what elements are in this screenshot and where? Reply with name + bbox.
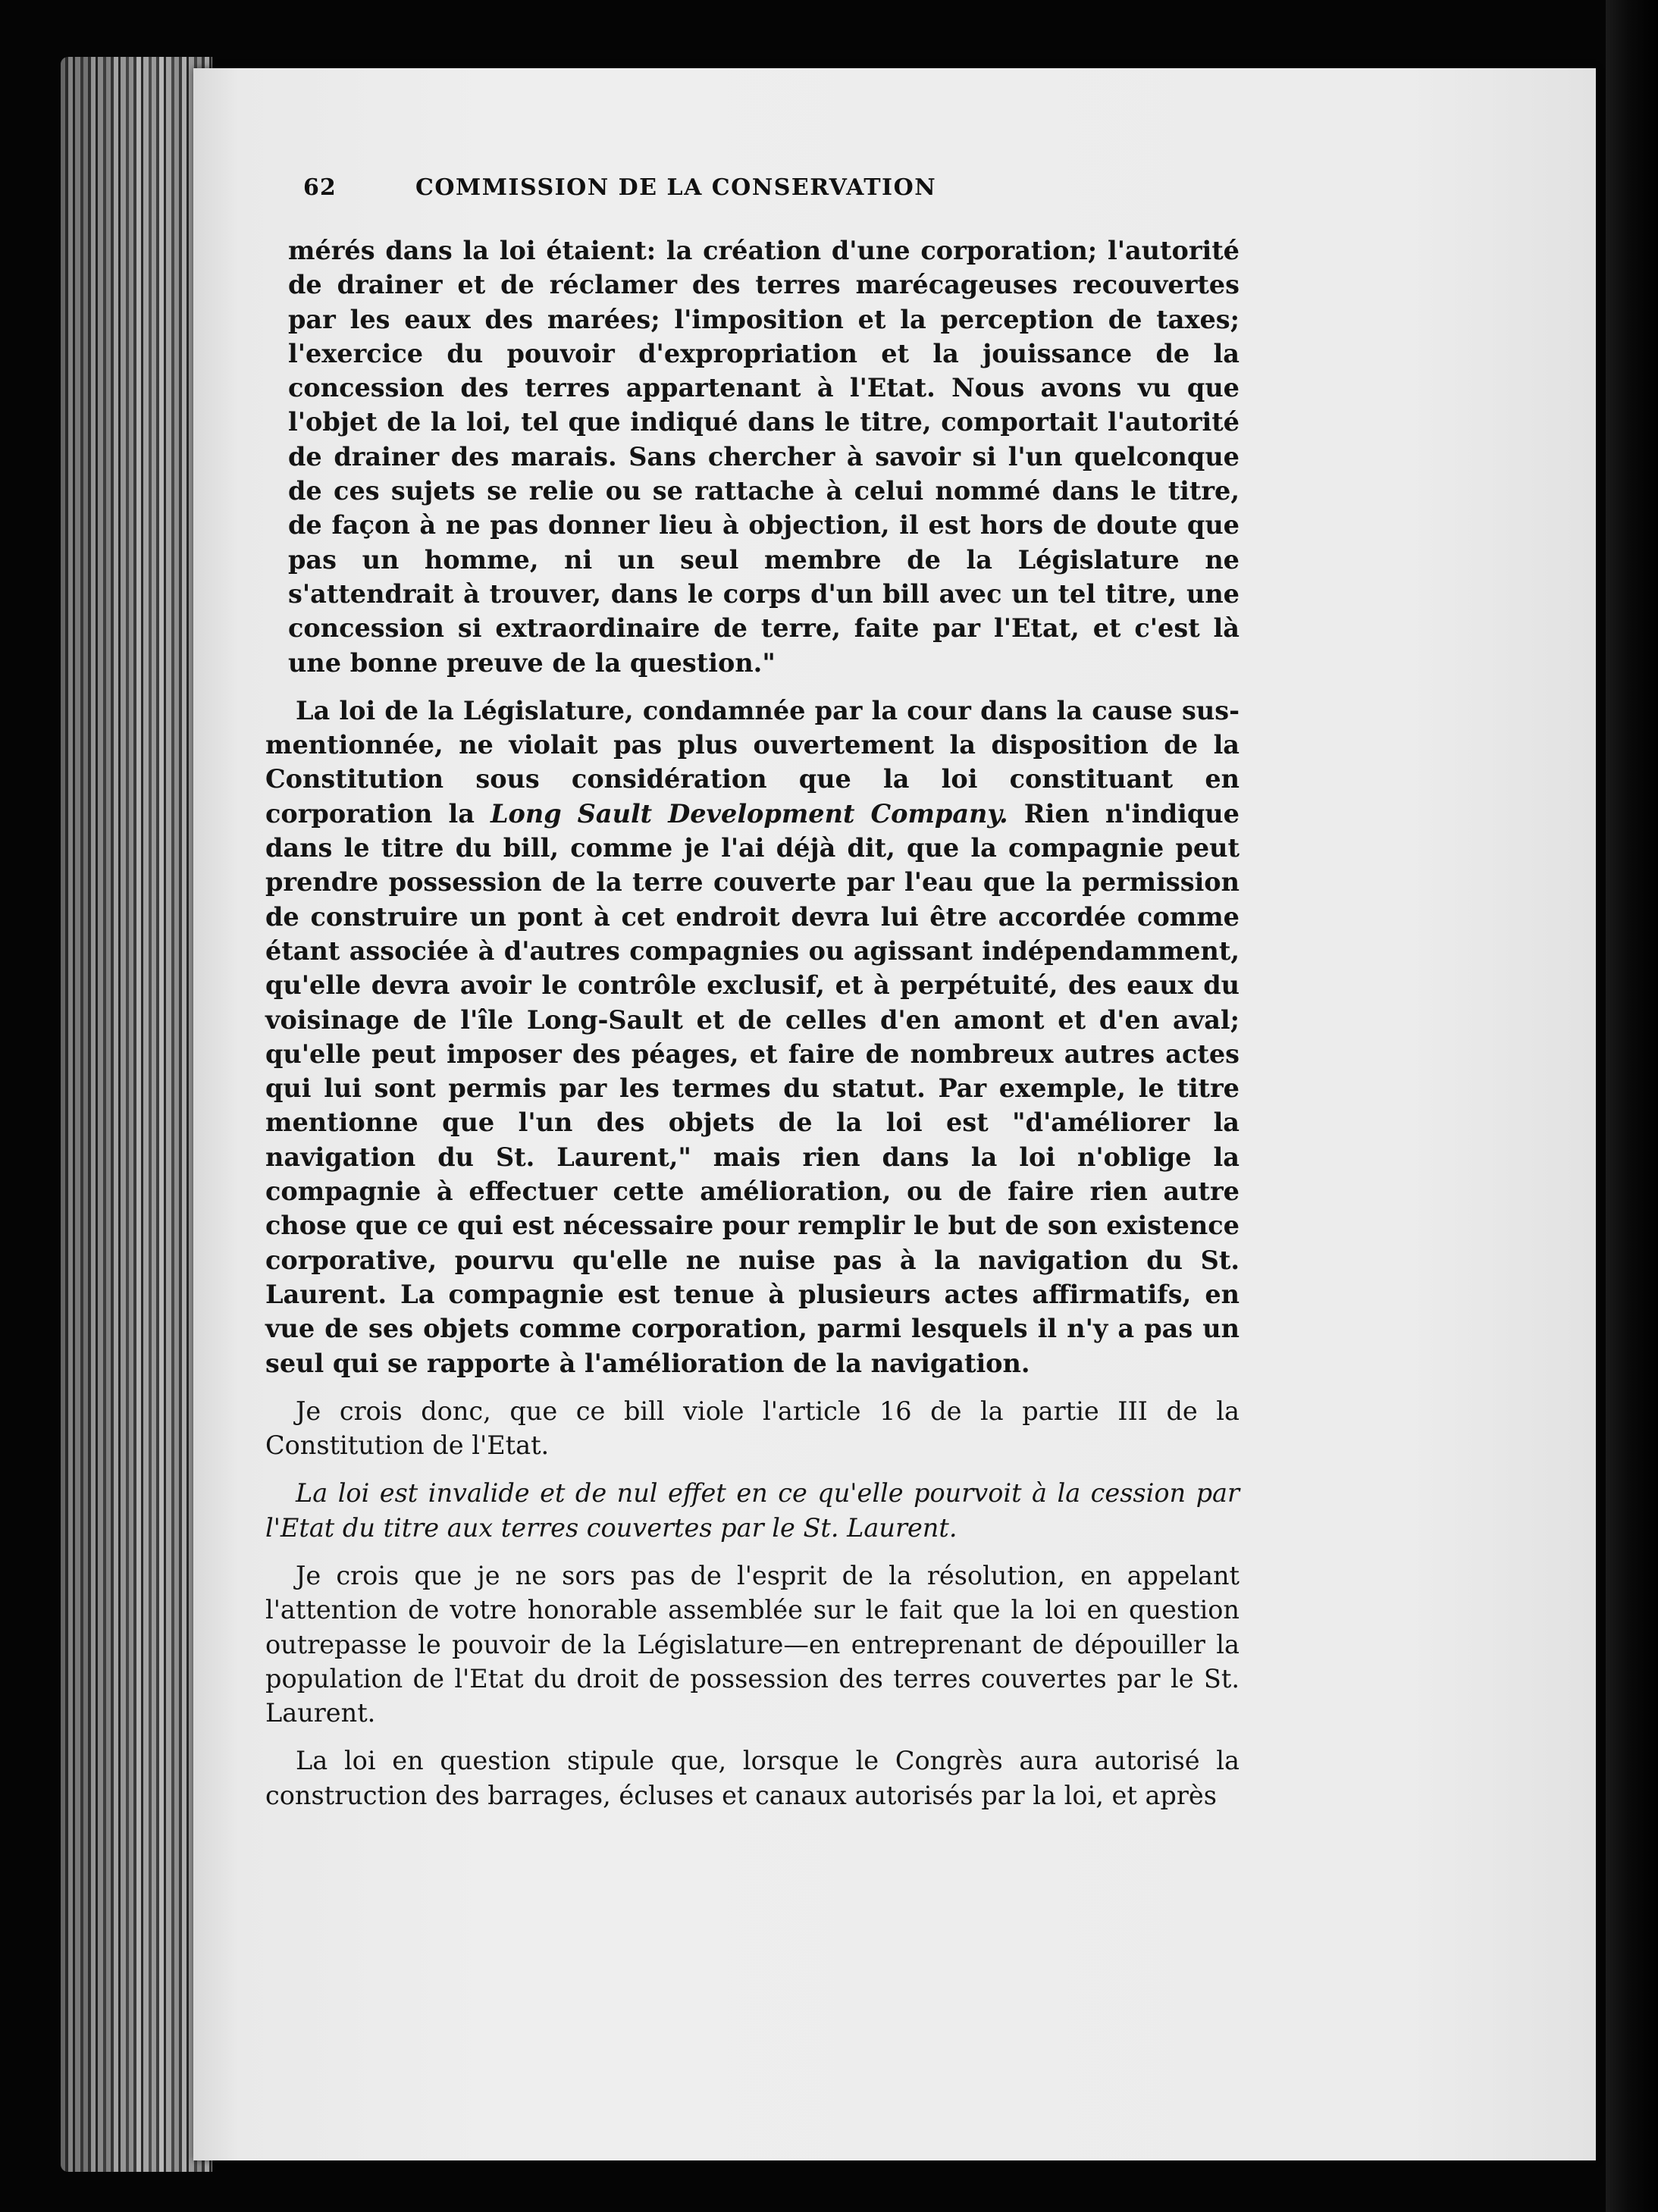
paragraph-stipulation: La loi en question stipule que, lorsque le Congrès aura autorisé la construction des barrages, écluses et canaux autorisés par la loi, et après bbox=[265, 1746, 1240, 1810]
page-body bbox=[265, 233, 1240, 1826]
company-name: Long Sault Development Company. bbox=[490, 798, 1008, 829]
paragraph-long-sault bbox=[265, 694, 1240, 1380]
paragraph-resolution: Je crois que je ne sors pas de l'esprit de la résolution, en appelant l'attention de votre honorable assemblée sur le fait que la loi en question outrepasse le pouvoir de la Législature—en entreprenant de dépouiller la population de l'Etat du droit de possession des terres couvertes par le St. Laurent. bbox=[265, 1560, 1240, 1728]
running-head: COMMISSION DE LA CONSERVATION bbox=[415, 174, 937, 201]
paragraph-text: La loi de la Législature, condamnée par la cour dans la cause sus-mentionnée, ne violait pas plus ouvertement la disposition de la Constitution sous considération que la loi constituant en corporation la bbox=[265, 695, 1240, 829]
scanner-edge bbox=[1606, 0, 1658, 2212]
page-number: 62 bbox=[303, 174, 337, 201]
page-header bbox=[303, 174, 1213, 227]
paragraph-conclusion: Je crois donc, que ce bill viole l'article 16 de la partie III de la Constitution de l'Etat. bbox=[265, 1396, 1240, 1461]
paragraph-text: Rien n'indique dans le titre du bill, comme je l'ai déjà dit, que la compagnie peut prendre possession de la terre couverte par l'eau que la permission de construire un pont à cet endroit devra lui être accordée comme étant associée à d'autres compagnies ou agissant indépendamment, qu'elle devra avoir le contrôle exclusif, et à perpétuité, des eaux du voisinage de l'île Long-Sault et de celles d'en amont et d'en aval; qu'elle peut imposer des péages, et faire de nombreux autres actes qui lui sont permis par les termes du statut. Par exemple, le titre mentionne que l'un des objets de la loi est "d'améliorer la navigation du St. Laurent," mais rien dans la loi n'oblige la compagnie à effectuer cette amélioration, ou de faire rien autre chose que ce qui est nécessaire pour remplir le but de son existence corporative, pourvu qu'elle ne nuise pas à la navigation du St. Laurent. La compagnie est tenue à plusieurs actes affirmatifs, en vue de ses objets comme corporation, parmi lesquels il n'y a pas un seul qui se rapporte à l'amélioration de la navigation. bbox=[265, 798, 1240, 1378]
book-page-edges-shade bbox=[61, 57, 212, 2172]
paragraph-quote-end: mérés dans la loi étaient: la création d'une corporation; l'autorité de drainer et de réclamer des terres marécageuses recouvertes par les eaux des marées; l'imposition et la perception de taxes; l'exercice du pouvoir d'expropriation et la jouissance de la concession des terres appartenant à l'Etat. Nous avons vu que l'objet de la loi, tel que indiqué dans le titre, comportait l'autorité de drainer des marais. Sans chercher à savoir si l'un quelconque de ces sujets se relie ou se rattache à celui nommé dans le titre, de façon à ne pas donner lieu à objection, il est hors de doute que pas un homme, ni un seul membre de la Législature ne s'attendrait à trouver, dans le corps d'un bill avec un tel titre, une concession si extraordinaire de terre, faite par l'Etat, et c'est là une bonne preuve de la question." bbox=[288, 236, 1240, 678]
paragraph-italic-heading: La loi est invalide et de nul effet en ce qu'elle pourvoit à la cession par l'Etat du titre aux terres couvertes par le St. Laurent. bbox=[265, 1478, 1240, 1543]
